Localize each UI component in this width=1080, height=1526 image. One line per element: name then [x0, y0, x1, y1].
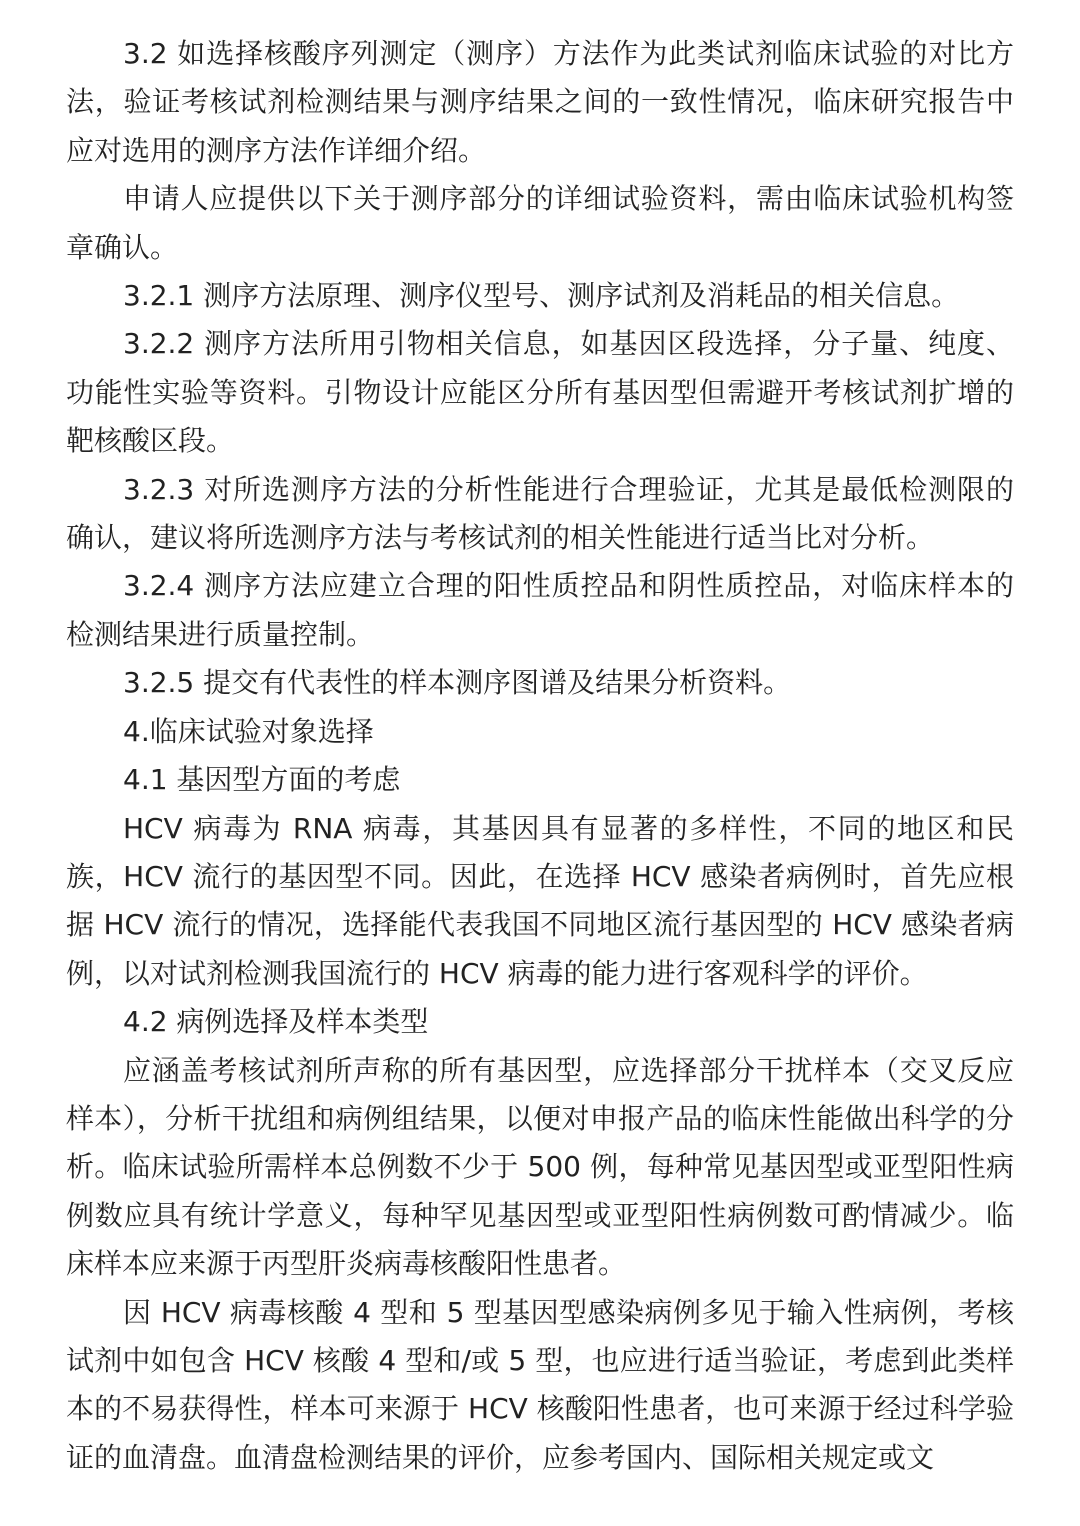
- paragraph-sample-coverage: 应涵盖考核试剂所声称的所有基因型，应选择部分干扰样本（交叉反应样本），分析干扰组和病例组结果，以便对申报产品的临床性能做出科学的分析。临床试验所需样本总例数不少于 500 例，每种常见基因型或亚型阳性病例数应具有统计学意义，每种罕见基因型或亚型阳性病例数可酌情减少。临床样本应来源于丙型肝炎病毒核酸阳性患者。: [66, 1053, 1014, 1281]
- document-body: [66, 30, 1014, 1482]
- heading-4-subject-selection: 4.临床试验对象选择: [123, 714, 374, 748]
- heading-4-2-case-selection: 4.2 病例选择及样本类型: [123, 1005, 429, 1039]
- paragraph-3-2-5: 3.2.5 提交有代表性的样本测序图谱及结果分析资料。: [123, 666, 792, 700]
- paragraph-genotype-4-5: 因 HCV 病毒核酸 4 型和 5 型基因型感染病例多见于输入性病例，考核试剂中如包含 HCV 核酸 4 型和/或 5 型，也应进行适当验证，考虑到此类样本的不易获得性，样本可来源于 HCV 核酸阳性患者，也可来源于经过科学验证的血清盘。血清盘检测结果的评价，应参考国内、国际相关规定或文: [66, 1295, 1014, 1474]
- paragraph-3-2-4: 3.2.4 测序方法应建立合理的阳性质控品和阴性质控品，对临床样本的检测结果进行质量控制。: [66, 569, 1014, 651]
- paragraph-hcv-genotype-diversity: HCV 病毒为 RNA 病毒，其基因具有显著的多样性，不同的地区和民族，HCV 流行的基因型不同。因此，在选择 HCV 感染者病例时，首先应根据 HCV 流行的情况，选择能代表我国不同地区流行基因型的 HCV 感染者病例，以对试剂检测我国流行的 HCV 病毒的能力进行客观科学的评价。: [66, 811, 1014, 990]
- paragraph-3-2-sequencing-method: 3.2 如选择核酸序列测定（测序）方法作为此类试剂临床试验的对比方法，验证考核试剂检测结果与测序结果之间的一致性情况，临床研究报告中应对选用的测序方法作详细介绍。: [66, 37, 1014, 167]
- paragraph-3-2-3: 3.2.3 对所选测序方法的分析性能进行合理验证，尤其是最低检测限的确认，建议将所选测序方法与考核试剂的相关性能进行适当比对分析。: [66, 472, 1014, 555]
- paragraph-3-2-2: 3.2.2 测序方法所用引物相关信息，如基因区段选择，分子量、纯度、功能性实验等资料。引物设计应能区分所有基因型但需避开考核试剂扩增的靶核酸区段。: [66, 327, 1014, 458]
- paragraph-applicant-materials: 申请人应提供以下关于测序部分的详细试验资料，需由临床试验机构签章确认。: [66, 182, 1014, 264]
- heading-4-1-genotype: 4.1 基因型方面的考虑: [123, 763, 401, 797]
- paragraph-3-2-1: 3.2.1 测序方法原理、测序仪型号、测序试剂及消耗品的相关信息。: [123, 279, 960, 313]
